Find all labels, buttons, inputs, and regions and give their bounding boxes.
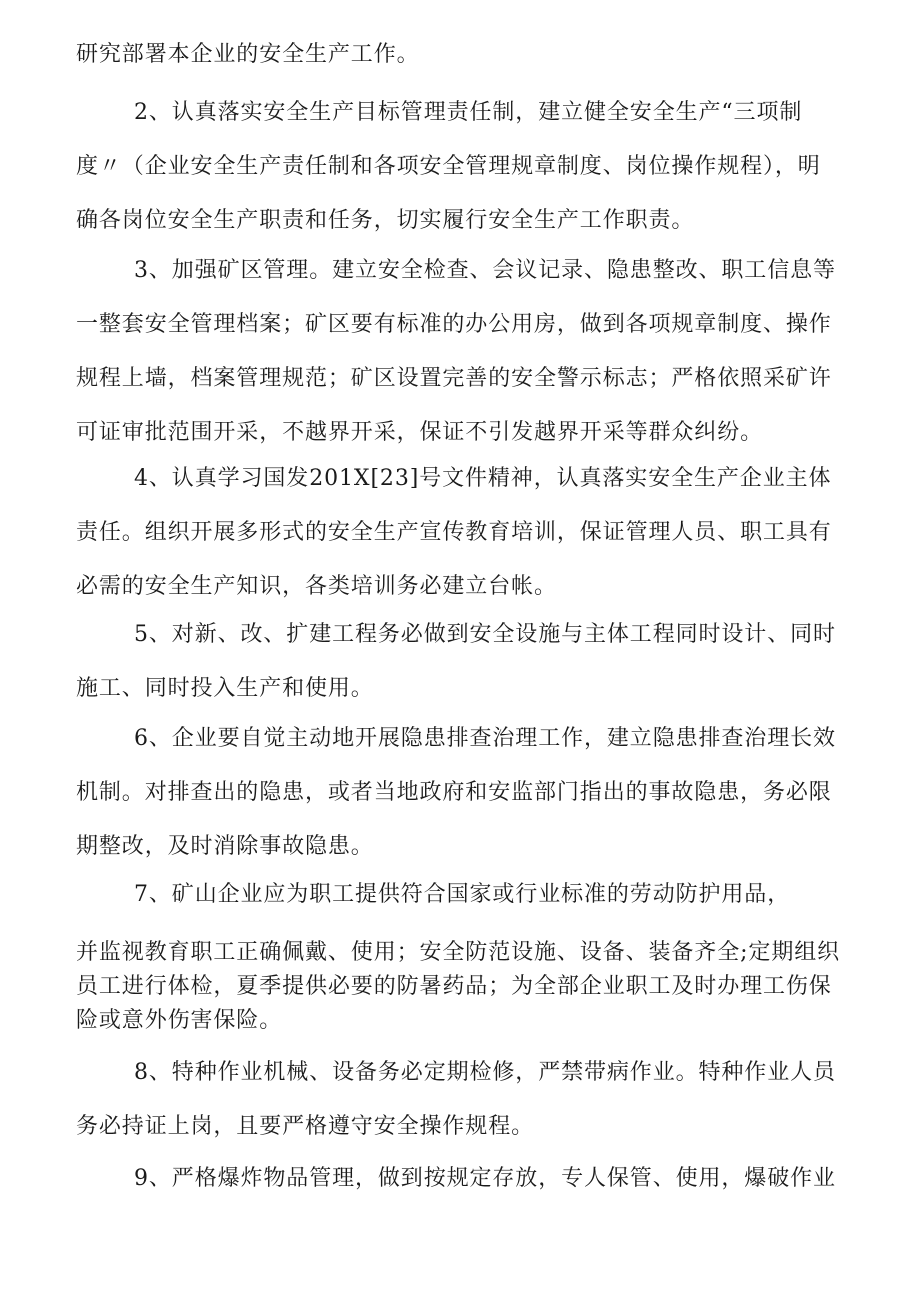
- text-line: 必需的安全生产知识，各类培训务必建立台帐。: [76, 574, 557, 599]
- text-line: 2、认真落实安全生产目标管理责任制，建立健全安全生产“三项制: [134, 100, 803, 125]
- text-line: 规程上墙，档案管理规范；矿区设置完善的安全警示标志；严格依照采矿许: [76, 366, 832, 391]
- text-line: 并监视教育职工正确佩戴、使用；安全防范设施、设备、装备齐全;定期组织: [76, 940, 841, 965]
- text-line: 一整套安全管理档案；矿区要有标准的办公用房，做到各项规章制度、操作: [76, 312, 832, 337]
- text-line: 务必持证上岗，且要严格遵守安全操作规程。: [76, 1114, 535, 1139]
- paragraph-3: [76, 254, 851, 450]
- text-line: 施工、同时投入生产和使用。: [76, 676, 374, 701]
- paragraph-7-continuation: [76, 936, 851, 1038]
- text-line: 责任。组织开展多形式的安全生产宣传教育培训，保证管理人员、职工具有: [76, 520, 832, 545]
- text-line: 9、严格爆炸物品管理，做到按规定存放，专人保管、使用，爆破作业: [134, 1166, 836, 1191]
- text-line: 度〃（企业安全生产责任制和各项安全管理规章制度、岗位操作规程），明: [76, 154, 821, 179]
- text-line: 期整改，及时消除事故隐患。: [76, 834, 374, 859]
- text-line: 可证审批范围开采，不越界开采，保证不引发越界开采等群众纠纷。: [76, 420, 764, 445]
- paragraph-2: [76, 96, 851, 238]
- text-line: 确各岗位安全生产职责和任务，切实履行安全生产工作职责。: [76, 208, 695, 233]
- paragraph-8: [76, 1056, 851, 1144]
- text-line: 6、企业要自觉主动地开展隐患排查治理工作，建立隐患排查治理长效: [134, 726, 836, 751]
- text-line: 7、矿山企业应为职工提供符合国家或行业标准的劳动防护用品，: [134, 882, 791, 907]
- text-line: 员工进行体检，夏季提供必要的防暑药品；为全部企业职工及时办理工伤保: [76, 974, 832, 999]
- paragraph-7: [76, 878, 851, 912]
- paragraph-5: [76, 618, 851, 706]
- paragraph-6: [76, 722, 851, 864]
- text-line: 研究部署本企业的安全生产工作。: [76, 42, 420, 67]
- text-line: 险或意外伤害保险。: [76, 1008, 283, 1033]
- text-line: 8、特种作业机械、设备务必定期检修，严禁带病作业。特种作业人员: [134, 1060, 836, 1085]
- paragraph-4: [76, 462, 851, 604]
- text-line: 4、认真学习国发201X[23]号文件精神，认真落实安全生产企业主体: [134, 466, 832, 491]
- text-line: 5、对新、改、扩建工程务必做到安全设施与主体工程同时设计、同时: [134, 622, 836, 647]
- paragraph-9: [76, 1162, 851, 1196]
- paragraph-1-continuation: [76, 38, 851, 72]
- text-line: 3、加强矿区管理。建立安全检查、会议记录、隐患整改、职工信息等: [134, 258, 836, 283]
- text-line: 机制。对排查出的隐患，或者当地政府和安监部门指出的事故隐患，务必限: [76, 780, 832, 805]
